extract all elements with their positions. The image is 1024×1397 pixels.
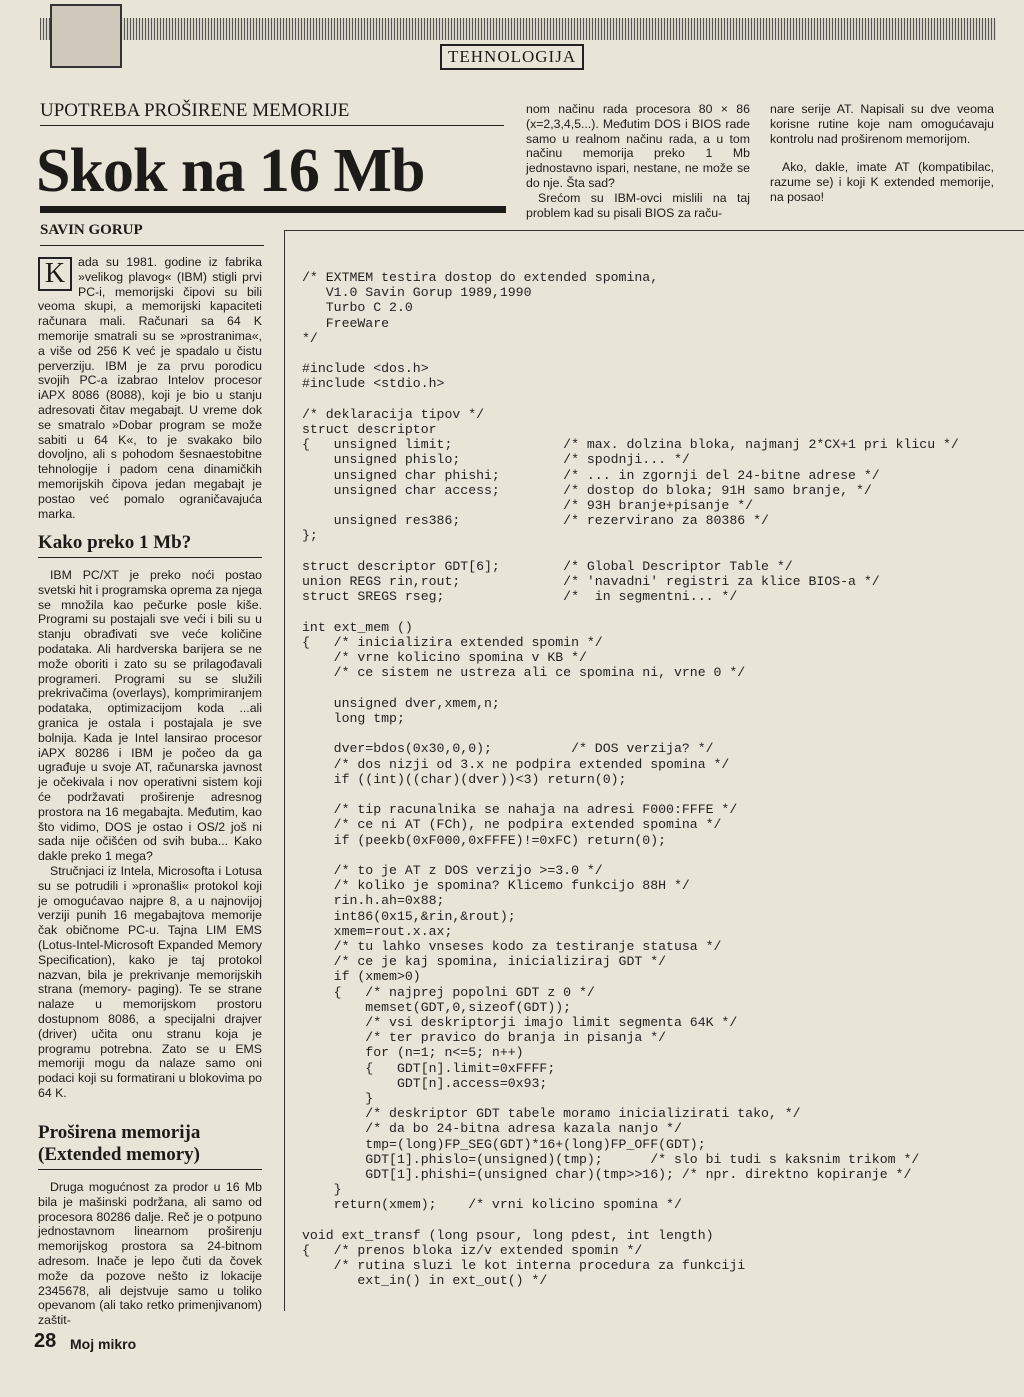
magazine-name: Moj mikro (70, 1336, 137, 1352)
section-label: TEHNOLOGIJA (440, 44, 584, 70)
paragraph: Stručnjaci iz Intela, Microsofta i Lotusa su se potrudili i »pronašli« protokol koji je omogućavao najpre 8, a u najnovijoj verziji punih 16 megabajtova memorije čak običnome PC-u. Tajna LIM EMS (Lotus-Intel-Microsoft Expanded Memory Specification), kako je taj protokol nazvan, bila je prekrivanje memorijskih strana (memory- paging). Te se strane nalaze u memorijskom prostoru dostupnom 8086, a specijalni drajver (driver) učita onu stranu koja je programu potrebna. Zato se u EMS memoriji mogu da nalaze samo oni podaci koji su formatirani u blokovima po 64 K. (38, 863, 262, 1100)
headline-rule (40, 206, 506, 213)
headline: Skok na 16 Mb (36, 137, 425, 205)
paragraph: nare serije AT. Napisali su dve veoma korisne rutine koje nam omogućavaju kontrolu nad proširenom memorijom. (770, 102, 994, 146)
intro-column-1 (526, 102, 750, 220)
body-column-3 (38, 1180, 262, 1328)
kicker: UPOTREBA PROŠIRENE MEMORIJE (40, 100, 504, 126)
section-logo-icon (50, 4, 122, 68)
subheading: Proširena memorija (Extended memory) (38, 1122, 262, 1170)
paragraph: ada su 1981. godine iz fabrika »velikog plavog« (IBM) stigli prvi PC-i, memorijski čipovi su bili veoma skupi, a memorijski kapaciteti računara mali. Računari sa 64 K memorije smatrali su se »prostranima«, a više od 256 K već je spadalo u čistu perverziju. IBM je za prvu porodicu svojih PC-a izabrao Intelov procesor iAPX 8086 (8088), koji je bio u stanju adresovati čitav megabajt. U vreme dok se smatralo »Dobar program se može sabiti u 64 K«, to je svakako bilo dovoljno, ali s pohodom šesnaestobitne tehnologije i padom cena dinamičkih memorijskih čipova jedan megabajt je postao već pomalo ograničavajuća marka. (38, 255, 262, 521)
subheading: Kako preko 1 Mb? (38, 532, 262, 558)
paragraph: nom načinu rada procesora 80 × 86 (x=2,3,4,5...). Međutim DOS i BIOS rade samo u realnom načinu rada, a u tom načinu memorija preko 1 Mb jednostavno ispari, nestane, ne može se do nje. Šta sad? (526, 102, 750, 190)
body-column (38, 255, 262, 521)
intro-column-2 (770, 102, 994, 205)
code-listing: /* EXTMEM testira dostop do extended spomina, V1.0 Savin Gorup 1989,1990 Turbo C 2.0 FreeWare */ #include <dos.h> #include <stdio.h> /* deklaracija tipov */ struct descriptor { unsigned limit; /* max. dolzina bloka, najmanj 2*CX+1 pri klicu */ unsigned phislo; /* spodnji... */ unsigned char phishi; /* ... in zgornji del 24-bitne adrese */ unsigned char access; /* dostop do bloka; 91H samo branje, */ /* 93H branje+pisanje */ unsigned res386; /* rezervirano za 80386 */ }; struct descriptor GDT[6]; /* Global Descriptor Table */ union REGS rin,rout; /* 'navadni' registri za klice BIOS-a */ struct SREGS rseg; /* in segmentni... */ int ext_mem () { /* inicializira extended spomin */ /* vrne kolicino spomina v KB */ /* ce sistem ne ustreza ali ce spomina ni, vrne 0 */ unsigned dver,xmem,n; long tmp; dver=bdos(0x30,0,0); /* DOS verzija? */ /* dos nizji od 3.x ne podpira extended spomina */ if ((int)((char)(dver))<3) return(0); /* tip racunalnika se nahaja na adresi F000:FFFE */ /* ce ni AT (FCh), ne podpira extended spomina */ if (peekb(0xF000,0xFFFE)!=0xFC) return(0); /* to je AT z DOS verzijo >=3.0 */ /* koliko je spomina? Klicemo funkcijo 88H */ rin.h.ah=0x88; int86(0x15,&rin,&rout); xmem=rout.x.ax; /* tu lahko vnseses kodo za testiranje statusa */ /* ce je kaj spomina, inicializiraj GDT */ if (xmem>0) { /* najprej popolni GDT z 0 */ memset(GDT,0,sizeof(GDT)); /* vsi deskriptorji imajo limit segmenta 64K */ /* ter pravico do branja in pisanja */ for (n=1; n<=5; n++) { GDT[n].limit=0xFFFF; GDT[n].access=0x93; } /* deskriptor GDT tabele moramo inicializirati tako, */ /* da bo 24-bitna adresa kazala nanjo */ tmp=(long)FP_SEG(GDT)*16+(long)FP_OFF(GDT); GDT[1].phislo=(unsigned)(tmp); /* slo bi tudi s kaksnim trikom */ GDT[1].phishi=(unsigned char)(tmp>>16); /* npr. direktno kopiranje */ } return(xmem); /* vrni kolicino spomina */ void ext_transf (long psour, long pdest, int length) { /* prenos bloka iz/v extended spomin */ /* rutina sluzi le kot interna procedura za funkciji ext_in() in ext_out() */ (302, 270, 959, 1289)
header-rule (40, 18, 996, 40)
author: SAVIN GORUP (40, 222, 264, 246)
drop-cap: K (38, 257, 72, 291)
page-number: 28 (34, 1330, 57, 1352)
paragraph: Druga mogućnost za prodor u 16 Mb bila je mašinski podržana, ali samo od procesora 80286 dalje. Reč je o potpuno jednostavnom linearnom proširenju memorijskog prostora sa 24-bitnom adresom. Inače je lepo čuti da čovek može da pozove nešto iz lokacije 2345678, ali dejstvuje samo u toliko opevanom (ali tako retko primenjivanom) zaštit- (38, 1180, 262, 1328)
paragraph: Ako, dakle, imate AT (kompatibilac, razume se) i koji K extended memorije, na posao! (770, 160, 994, 204)
paragraph: Srećom su IBM-ovci mislili na taj problem kad su pisali BIOS za raču- (526, 190, 750, 220)
paragraph: IBM PC/XT je preko noći postao svetski hit i programska oprema za njega se množila kao pečurke posle kiše. Programi su postajali sve veći i bili su u stanju obrađivati sve veće količine podataka. Ali hardverska barijera se ne može oboriti i zato su se prilagođavali programeri. Programi su se služili prekrivačima (overlays), komprimiranjem podataka, optimizacijom koda ...ali granica je ostala i postajala je sve bolnija. Kada je Intel lansirao procesor iAPX 80286 i IBM je počeo da ga ugrađuje u svoje AT, računarska javnost je očekivala i nov operativni sistem koji će podržavati proširenje adresnog prostora na 16 megabajta. Međutim, kao što vidimo, DOS je ostao i OS/2 još ni sada nije očišćen od svih buba... Kako dakle preko 1 mega? (38, 568, 262, 864)
body-column-2 (38, 568, 262, 1101)
